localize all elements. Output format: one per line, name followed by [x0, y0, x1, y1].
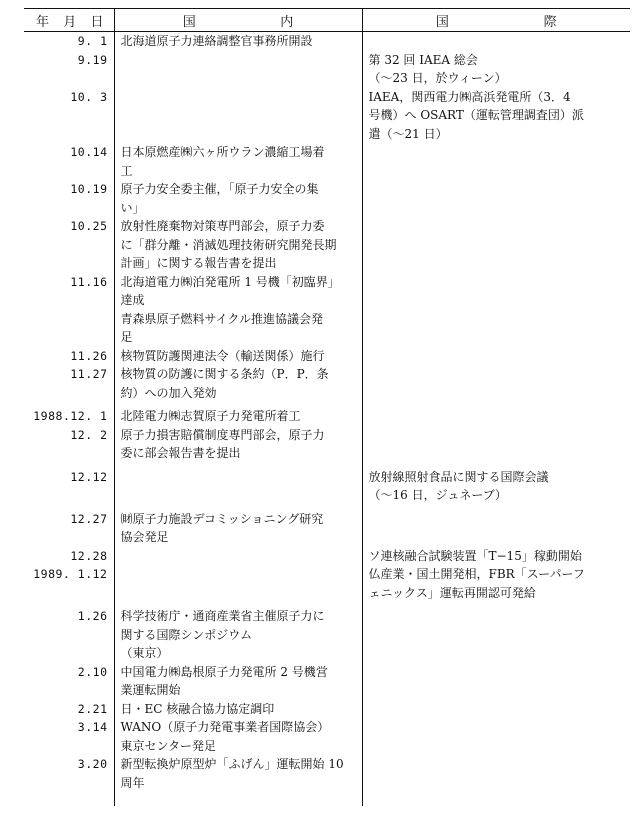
table-row — [24, 143, 630, 180]
domestic-event-line: に「群分離・消滅処理技術研究開発長期 — [120, 237, 337, 252]
table-row — [24, 718, 630, 755]
domestic-event-line: 約）への加入発効 — [120, 385, 217, 400]
row-international — [362, 505, 630, 547]
header-international-char: 国 — [435, 14, 449, 30]
table-row — [24, 402, 630, 426]
row-international — [362, 700, 630, 719]
row-date: 11.16 — [70, 274, 108, 289]
table-row — [24, 347, 630, 366]
international-event-line: IAEA，関西電力㈱高浜発電所（3．4 — [368, 89, 571, 104]
row-domestic — [114, 180, 362, 217]
domestic-event-line: 達成 — [120, 293, 145, 307]
row-international — [362, 32, 630, 51]
domestic-event-line: 北陸電力㈱志賀原子力発電所着工 — [120, 409, 301, 423]
table-row — [24, 663, 630, 700]
table-row — [24, 463, 630, 505]
row-date: 12.27 — [70, 511, 108, 526]
row-international — [362, 143, 630, 180]
row-domestic — [114, 217, 362, 273]
chronology-body — [24, 32, 630, 807]
table-row — [24, 602, 630, 663]
header-date-char: 日 — [90, 14, 104, 30]
international-event-line: ェニックス」運転再開認可発給 — [368, 585, 536, 600]
table-row — [24, 565, 630, 602]
domestic-event-line: 日・EC 核融合協力協定調印 — [120, 701, 275, 716]
international-event-line: （〜23 日，於ウィーン） — [368, 71, 507, 85]
header-domestic-char: 国 — [182, 14, 196, 30]
row-domestic — [114, 547, 362, 566]
row-date: 9.19 — [77, 52, 108, 67]
row-date: 11.27 — [70, 367, 108, 381]
row-domestic — [114, 143, 362, 180]
domestic-event-line: 日本原燃産㈱六ヶ所ウラン濃縮工場着 — [120, 145, 325, 159]
domestic-event-line: 北海道原子力連絡調整官事務所開設 — [120, 34, 313, 48]
row-date: 11.26 — [70, 348, 108, 363]
domestic-event-line: 業運転開始 — [120, 683, 181, 697]
table-row — [24, 700, 630, 719]
table-row — [24, 217, 630, 273]
table-row — [24, 365, 630, 402]
row-domestic — [114, 347, 362, 366]
row-international — [362, 463, 630, 505]
row-domestic — [114, 565, 362, 602]
row-domestic — [114, 700, 362, 719]
domestic-event-line: 足 — [120, 330, 133, 344]
domestic-event-line: 核物質防護関連法令（輸送関係）施行 — [120, 348, 325, 363]
table-row — [24, 32, 630, 51]
domestic-event-line: 科学技術庁・通商産業省主催原子力に — [120, 609, 325, 623]
table-row — [24, 547, 630, 566]
international-event-line: ソ連核融合試験装置「T−15」稼動開始 — [368, 548, 582, 563]
header-domestic-char: 内 — [280, 14, 294, 30]
table-row — [24, 426, 630, 463]
row-date: 9. 1 — [77, 34, 108, 48]
international-event-line: 第 32 回 IAEA 総会 — [368, 52, 478, 67]
row-domestic — [114, 402, 362, 426]
row-domestic — [114, 663, 362, 700]
row-date: 1988.12. 1 — [33, 409, 108, 423]
domestic-event-line: 周年 — [120, 775, 145, 790]
domestic-event-line: 中国電力㈱島根原子力発電所 2 号機営 — [120, 664, 328, 679]
domestic-event-line: 新型転換炉原型炉「ふげん」運転開始 10 — [120, 757, 344, 771]
row-international — [362, 547, 630, 566]
row-date: 12. 2 — [70, 427, 108, 442]
row-international — [362, 88, 630, 144]
header-international-char: 際 — [543, 14, 557, 30]
row-date: 1.26 — [77, 609, 108, 623]
domestic-event-line: い」 — [120, 200, 145, 215]
row-date: 2.10 — [77, 664, 108, 679]
row-date: 1989. 1.12 — [33, 567, 108, 581]
row-domestic — [114, 755, 362, 806]
domestic-event-line: 計画」に関する報告書を提出 — [120, 256, 277, 270]
row-date: 10.14 — [70, 145, 108, 159]
row-international — [362, 180, 630, 217]
row-date: 12.28 — [70, 548, 108, 563]
row-date: 12.12 — [70, 469, 108, 484]
domestic-event-line: 放射性廃棄物対策専門部会，原子力委 — [120, 219, 325, 233]
international-event-line: 遣（〜21 日） — [368, 126, 448, 141]
table-row — [24, 180, 630, 217]
domestic-event-line: 協会発足 — [120, 530, 169, 544]
row-date: 10. 3 — [70, 89, 108, 104]
row-domestic — [114, 602, 362, 663]
table-row — [24, 755, 630, 806]
domestic-event-line: （東京） — [120, 646, 169, 660]
header-international — [362, 9, 630, 32]
table-row — [24, 51, 630, 88]
table-row — [24, 273, 630, 347]
domestic-event-line: WANO（原子力発電事業者国際協会） — [120, 720, 330, 734]
row-date: 3.14 — [77, 720, 108, 734]
table-row — [24, 88, 630, 144]
table-header-row — [24, 9, 630, 32]
row-domestic — [114, 51, 362, 88]
row-date: 3.20 — [77, 757, 108, 771]
header-date-char: 年 — [36, 14, 50, 30]
row-international — [362, 565, 630, 602]
header-date — [24, 9, 114, 32]
row-international — [362, 663, 630, 700]
row-international — [362, 51, 630, 88]
row-domestic — [114, 32, 362, 51]
row-date: 10.25 — [70, 219, 108, 233]
row-international — [362, 217, 630, 273]
domestic-event-line: 原子力安全委主催，「原子力安全の集 — [120, 182, 319, 196]
header-domestic — [114, 9, 362, 32]
chronology-page — [24, 8, 630, 806]
domestic-event-line: 北海道電力㈱泊発電所 1 号機「初臨界」 — [120, 274, 340, 289]
international-event-line: 放射線照射食品に関する国際会議 — [368, 469, 549, 484]
row-international — [362, 402, 630, 426]
row-international — [362, 426, 630, 463]
row-international — [362, 347, 630, 366]
row-domestic — [114, 88, 362, 144]
row-domestic — [114, 505, 362, 547]
table-row — [24, 505, 630, 547]
domestic-event-line: 関する国際シンポジウム — [120, 627, 253, 642]
international-event-line: 仏産業・国土開発相，FBR「スーパーフ — [368, 567, 585, 581]
international-event-line: （〜16 日，ジュネーブ） — [368, 488, 507, 502]
domestic-event-line: 委に部会報告書を提出 — [120, 446, 241, 460]
row-international — [362, 273, 630, 347]
domestic-event-line: 工 — [120, 163, 133, 178]
row-domestic — [114, 718, 362, 755]
row-international — [362, 755, 630, 806]
row-international — [362, 718, 630, 755]
chronology-table — [24, 8, 630, 806]
row-domestic — [114, 426, 362, 463]
row-date: 2.21 — [77, 701, 108, 716]
header-date-char: 月 — [63, 14, 77, 30]
international-event-line: 号機）へ OSART（運転管理調査団）派 — [368, 108, 584, 122]
row-domestic — [114, 463, 362, 505]
row-domestic — [114, 365, 362, 402]
domestic-event-line: ㈶原子力施設デコミッショニング研究 — [120, 511, 324, 526]
domestic-event-line: 原子力損害賠償制度専門部会，原子力 — [120, 427, 325, 442]
domestic-event-line: 東京センター発足 — [120, 738, 217, 753]
row-domestic — [114, 273, 362, 347]
row-date: 10.19 — [70, 182, 108, 196]
domestic-event-line: 青森県原子燃料サイクル推進協議会発 — [120, 311, 324, 326]
row-international — [362, 602, 630, 663]
domestic-event-line: 核物質の防護に関する条約（P．P．条 — [120, 367, 329, 381]
row-international — [362, 365, 630, 402]
